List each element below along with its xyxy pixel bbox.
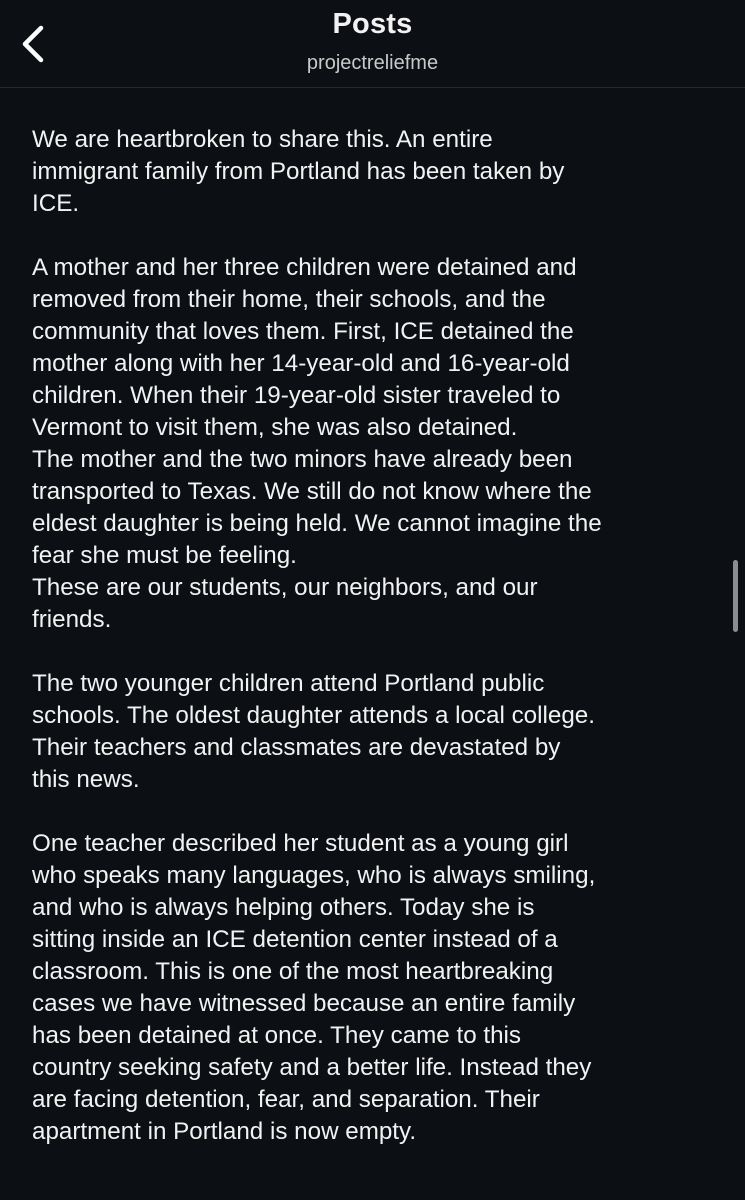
caption-paragraph: These are our students, our neighbors, and our friends. (32, 574, 538, 633)
scrollbar-thumb[interactable] (733, 560, 738, 632)
caption-paragraph: The mother and the two minors have already been transported to Texas. We still do not know where the eldest daughter is being held. We cannot imagine the fear she must be feeling. (32, 446, 602, 569)
post-caption (32, 124, 722, 1148)
page-title: Posts (332, 8, 413, 40)
caption-paragraph: A mother and her three children were detained and removed from their home, their schools, and the community that loves them. First, ICE detained the mother along with her 14-year-old and 16-year-old children. When their 19-year-old sister traveled to Vermont to visit them, she was also detained. (32, 254, 577, 441)
caption-paragraph: One teacher described her student as a young girl who speaks many languages, who is always smiling, and who is always helping others. Today she is sitting inside an ICE detention center instead of a classroom. This is one of the most heartbreaking cases we have witnessed because an entire family has been detained at once. They came to this country seeking safety and a better life. Instead they are facing detention, fear, and separation. Their apartment in Portland is now empty. (32, 830, 596, 1145)
top-nav-bar (0, 0, 745, 88)
account-username[interactable]: projectreliefme (306, 52, 439, 74)
caption-paragraph: The two younger children attend Portland public schools. The oldest daughter attends a local college. Their teachers and classmates are devastated by this news. (32, 670, 595, 793)
caption-paragraph: We are heartbroken to share this. An entire immigrant family from Portland has been taken by ICE. (32, 126, 565, 217)
